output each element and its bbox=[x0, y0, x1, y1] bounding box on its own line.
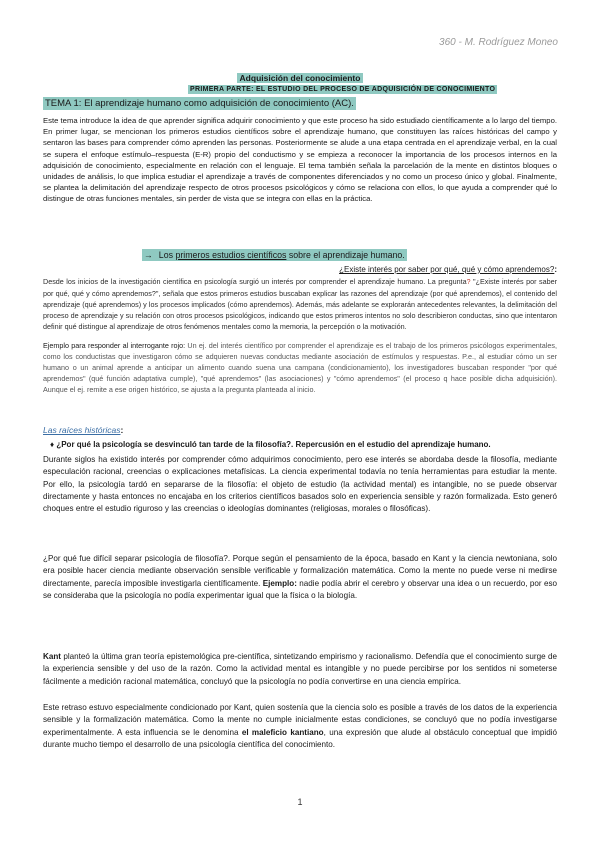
key-question-text: ¿Existe interés por saber por qué, qué y cómo aprendemos? bbox=[339, 265, 555, 274]
maleficio-kantiano: el maleficio kantiano bbox=[241, 727, 324, 737]
desde-paragraph bbox=[43, 277, 557, 333]
key-question bbox=[339, 265, 557, 274]
porque-ejemplo-label: Ejemplo: bbox=[262, 578, 297, 588]
tema-heading bbox=[43, 98, 356, 109]
porque-paragraph bbox=[43, 553, 557, 602]
ejemplo-text: Un ej. del interés científico por comprender el aprendizaje es el trabajo de los primeros psicólogos experimentales, como los conductistas que investigaron cómo se adquieren nuevas conductas mediante asociación de estímulos y respuestas. P.e., al estudiar cómo un ser humano o un animal aprende a anticipar un alimento cuando suena una campana (condicionamiento), los investigadores buscaban responder "por qué aprendemos" (qué función adaptativa cumple), "qué aprendemos" (las asociaciones) y "cómo aprendemos" (el proceso q hace posible dicha adquisición). Aunque el ej. remite a ese origen histórico, se ajusta a la pregunta planteada al inicio. bbox=[43, 341, 557, 394]
kant-lead: Kant bbox=[43, 652, 61, 661]
porque-text: ¿Por qué fue difícil separar psicología de filosofía?. Porque según el pensamiento de la época, basado en Kant y la ciencia newtoniana, solo era posible hacer ciencia mediante observación sensible verificable y formalización matemática. Como la mente no puede verse ni medirse directamente, parecía imposible investigarla científicamente. bbox=[43, 554, 557, 588]
arrow-right-icon: → bbox=[144, 250, 153, 260]
document-title-text: Adquisición del conocimiento bbox=[237, 73, 364, 83]
ejemplo-paragraph bbox=[43, 341, 557, 396]
page-reference: 360 - M. Rodríguez Moneo bbox=[439, 37, 558, 48]
kant-text: planteó la última gran teoría epistemológica pre-científica, sintetizando empirismo y racionalismo. Defendía que el conocimiento surge de la experiencia sensible y del uso de la razón. Como la actividad mental es intangible y no puede percibirse por los sentidos ni someterse fácilmente a medición racional matemática, concluyó que la psicología no podía convertirse en una ciencia empírica. bbox=[43, 652, 557, 686]
question-mark-icon: ? bbox=[466, 279, 471, 286]
page-number: 1 bbox=[297, 797, 303, 807]
retraso-text: Este retraso estuvo especialmente condicionado por Kant, quien sostenía que la ciencia solo es posible a través de los datos de la experiencia sensible y la formalización matemática. Como la mente no cumple inicialmente estas condiciones, se concluyó que no podía investigarse experimentalmente. A esta influencia se le denomina bbox=[43, 703, 557, 737]
document-title bbox=[0, 73, 600, 83]
kant-paragraph bbox=[43, 651, 557, 688]
retraso-paragraph bbox=[43, 702, 557, 751]
section-suffix: sobre el aprendizaje humano. bbox=[286, 250, 405, 260]
raices-colon: : bbox=[120, 425, 124, 435]
tema-heading-text: TEMA 1: El aprendizaje humano como adquisición de conocimiento (AC). bbox=[45, 98, 354, 109]
key-question-colon: : bbox=[554, 265, 557, 274]
section-heading bbox=[142, 250, 407, 260]
intro-paragraph: Este tema introduce la idea de que aprender significa adquirir conocimiento y que este proceso ha sido estudiado científicamente a lo largo del tiempo. En primer lugar, se mencionan los primeros estudios científicos sobre el aprendizaje humano, que constituyen las raíces históricas del campo y sentaron las bases para comprender cómo aprenden las personas. Posteriormente se alude a una etapa centrada en el aprendizaje verbal, en la cual se supera el enfoque estímulo–respuesta (E-R) propio del conductismo y se empieza a reconocer la importancia de los procesos internos en la adquisición de conocimiento, especialmente en relación con el lenguaje. El tema también señala la parcelación de la mente en distintos bloques o unidades de análisis, lo que implica estudiar el aprendizaje a través de componentes diferenciados y no como un proceso único y global. Finalmente, se plantea la delimitación del aprendizaje respecto de otros procesos psicológicos y cómo se relaciona con ellos, lo que ayuda a comprender qué lo distingue de otras funciones mentales, sin perder de vista que se integra con ellas en la práctica. bbox=[43, 116, 557, 204]
part-heading-text: PRIMERA PARTE: EL ESTUDIO DEL PROCESO DE ADQUISICIÓN DE CONOCIMIENTO bbox=[190, 86, 496, 93]
durante-paragraph: Durante siglos ha existido interés por comprender cómo adquirimos conocimiento, pero ese interés se abordaba desde la filosofía, mediante especulación racional, creencias o explicaciones metafísicas. La ciencia experimental todavía no tenía herramientas para estudiar la mente. Por ello, la psicología tardó en separarse de la filosofía: el objeto de estudio (la actividad mental) es intangible, no se puede observar directamente y hasta entonces no encajaba en los criterios científicos basados solo en experiencia sensible y razón formalizada. Esto generó choques entre el estudio riguroso y las creencias o ideologías dominantes (religiosas, morales o filosóficas). bbox=[43, 455, 557, 514]
bullet-question bbox=[50, 440, 491, 449]
desde-part1: Desde los inicios de la investigación científica en psicología surgió un interés por comprender el aprendizaje humano. La pregunta bbox=[43, 277, 467, 286]
ejemplo-lead: Ejemplo para responder al interrogante rojo: bbox=[43, 341, 186, 350]
bullet-question-text: ¿Por qué la psicología se desvinculó tan tarde de la filosofía?. Repercusión en el estudio del aprendizaje humano. bbox=[56, 440, 491, 449]
retraso-text2: , una expresión que alude al obstáculo conceptual que impidió durante mucho tiempo el desarrollo de una psicología científica del conocimiento. bbox=[43, 727, 558, 749]
desde-part2: "¿Existe interés por saber por qué, qué y cómo aprendemos?", señala que estos primeros estudios buscaban explicar las razones del aprendizaje (por qué aprendemos), el contenido del aprendizaje (qué aprendemos) y los procesos implicados (cómo aprendemos). Además, más adelante se explorarán antecedentes relevantes, la delimitación del proceso de aprendizaje y su relación con otros procesos psicológicos, indicando que estos primeros intentos no solo describieron conductas, sino que intentaron definir qué distingue al aprendizaje de otros fenómenos mentales como la memoria, la percepción o la motivación. bbox=[43, 277, 557, 331]
section-underlined: primeros estudios científicos bbox=[175, 250, 287, 260]
raices-label: Las raíces históricas bbox=[43, 425, 121, 435]
diamond-bullet-icon: ♦ bbox=[50, 440, 55, 449]
section-heading-highlight bbox=[142, 249, 407, 261]
porque-ejemplo-text: nadie podía abrir el cerebro y observar una idea o un recuerdo, por eso se consideraba que la psicología no podía experimentar igual que la física o la biología. bbox=[43, 578, 557, 600]
raices-heading bbox=[43, 425, 123, 435]
part-heading bbox=[188, 86, 497, 93]
section-prefix: Los bbox=[158, 250, 176, 260]
